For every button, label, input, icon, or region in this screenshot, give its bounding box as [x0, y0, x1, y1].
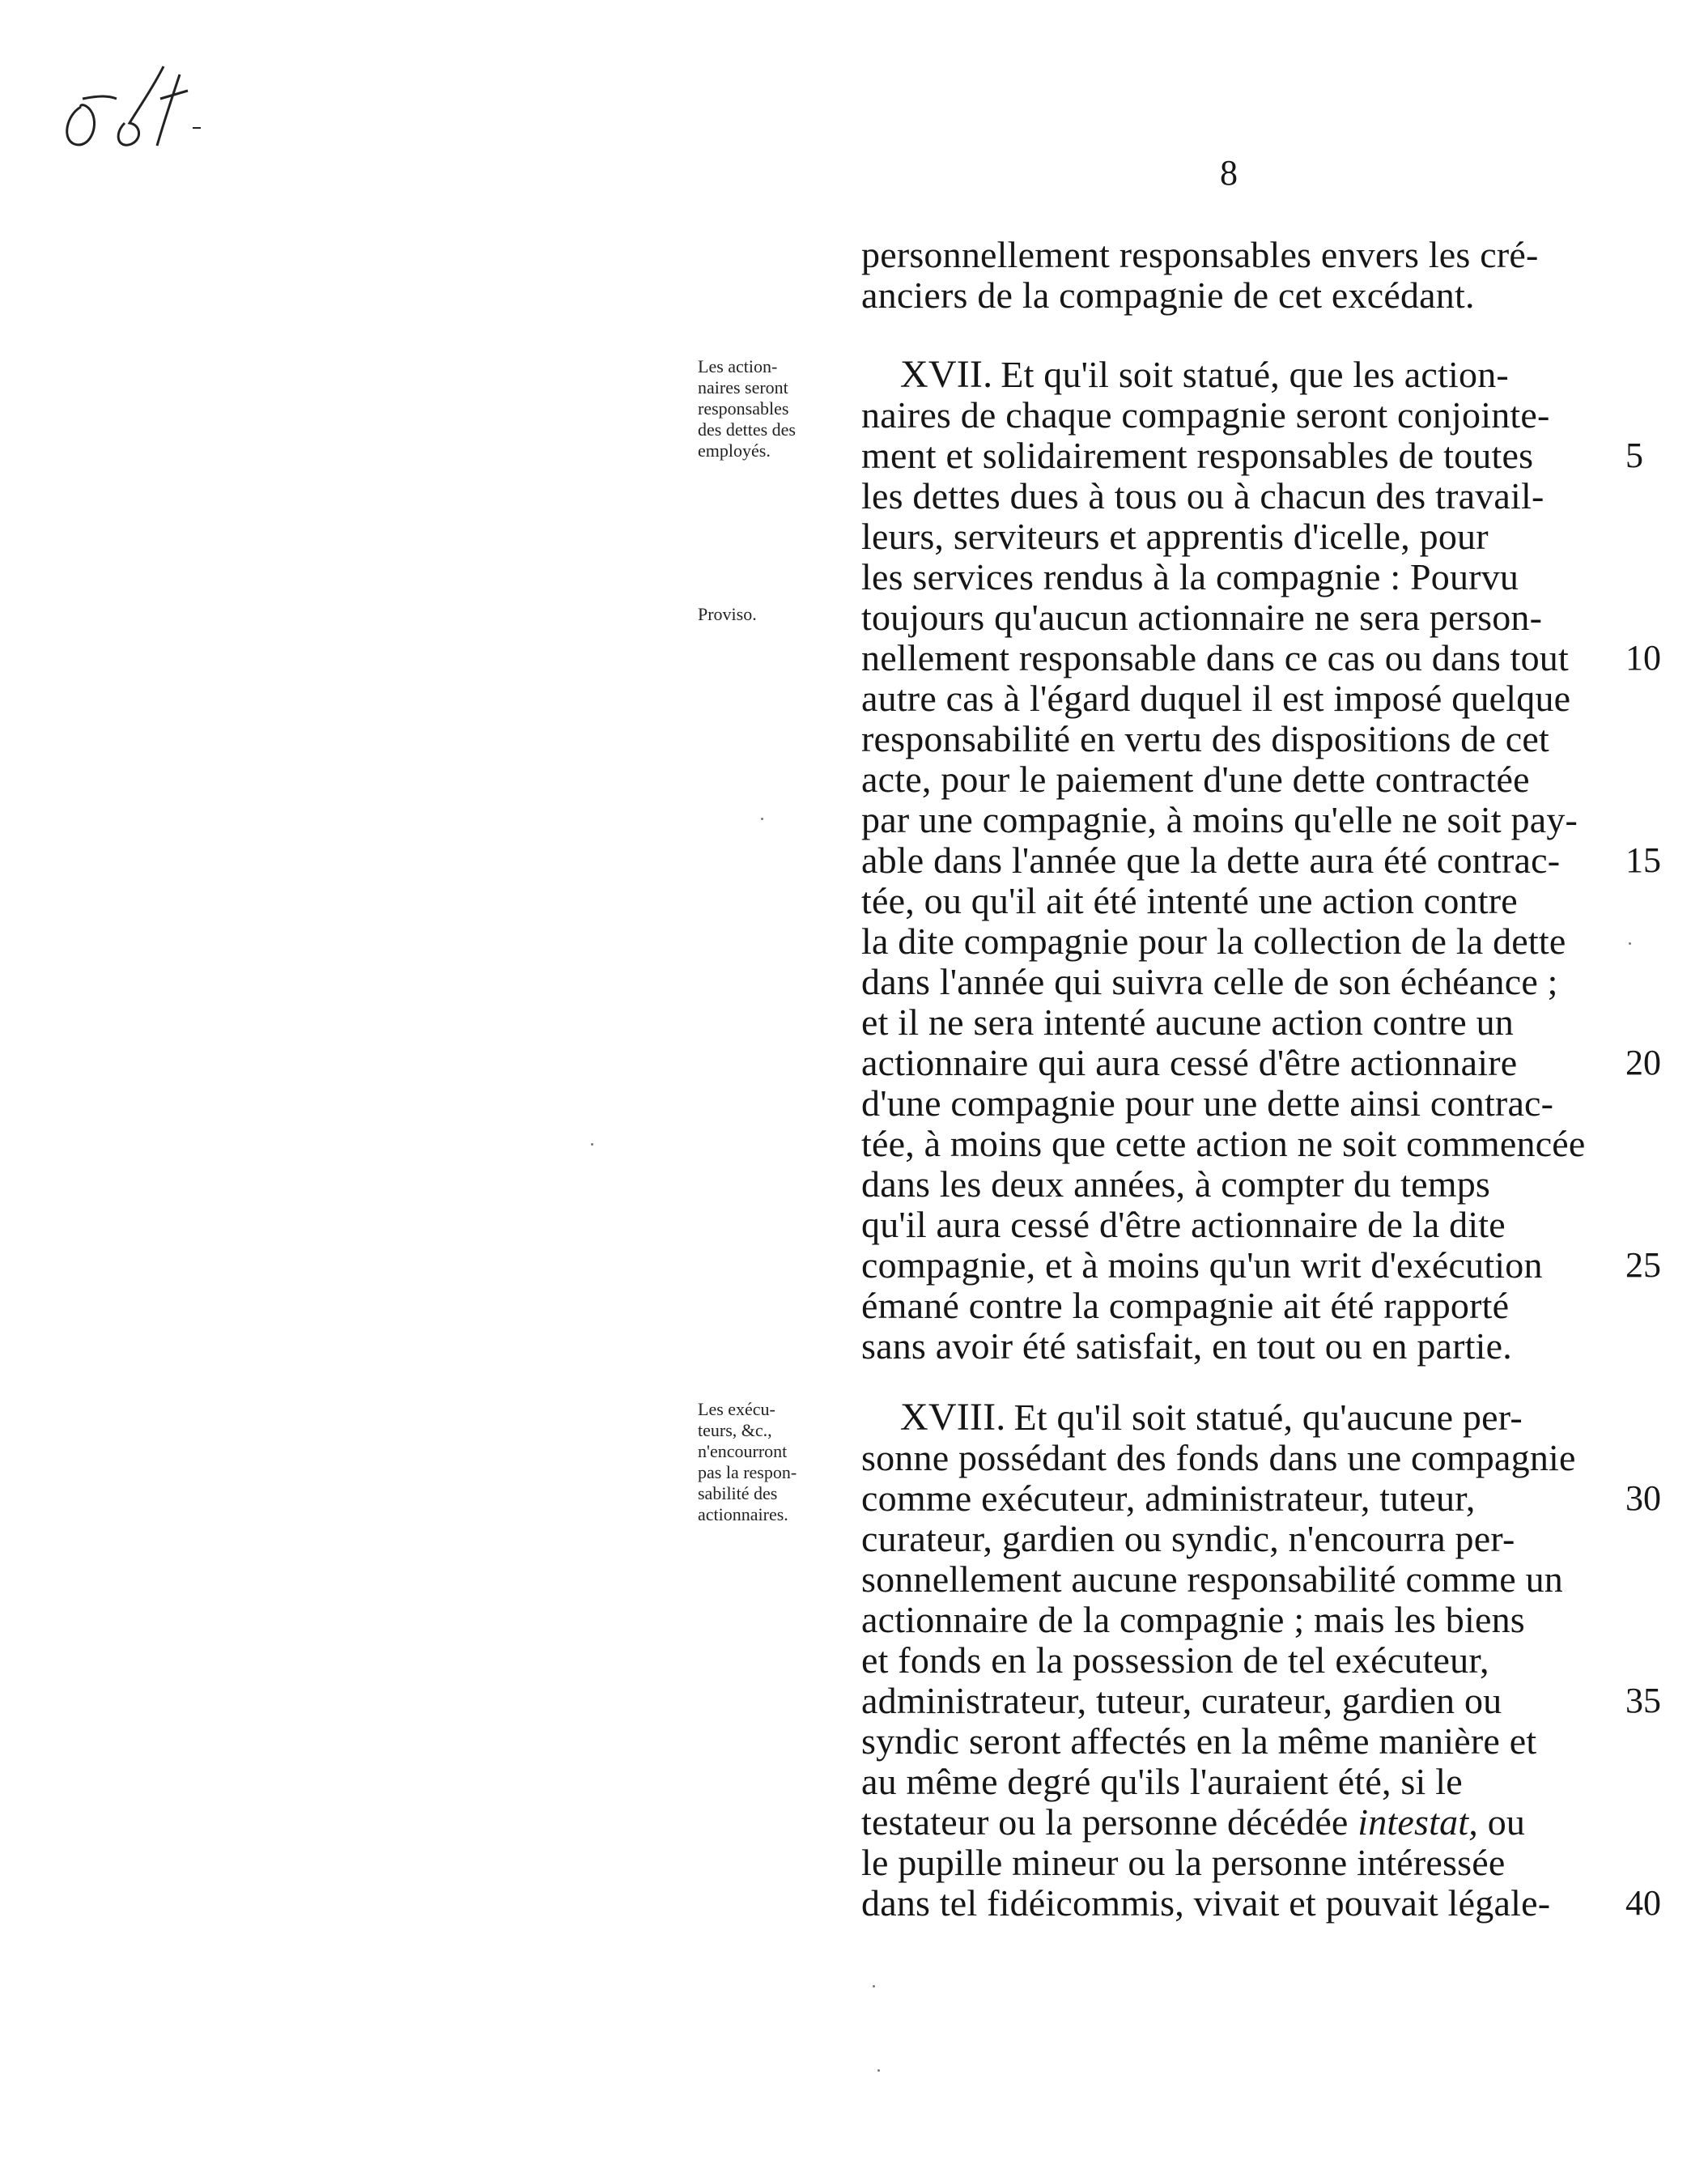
text-line: responsabilité en vertu des dispositions de cet — [861, 718, 1550, 759]
text-line: ment et solidairement responsables de toutes — [861, 435, 1534, 476]
text-line: personnellement responsables envers les cré- — [861, 234, 1539, 275]
line-number: 20 — [1625, 1043, 1661, 1082]
text-line: curateur, gardien ou syndic, n'encourra per- — [861, 1518, 1515, 1559]
text-line: nellement responsable dans ce cas ou dans tout — [861, 637, 1569, 678]
margin-note-line: actionnaires. — [698, 1504, 788, 1524]
margin-note-line: Les action- — [698, 356, 778, 376]
text-line: tée, ou qu'il ait été intenté une action contre — [861, 880, 1518, 921]
section-18-first-line — [900, 1397, 1612, 1438]
margin-note-line: sabilité des — [698, 1483, 778, 1503]
scan-speck — [1629, 942, 1631, 945]
text-line: autre cas à l'égard duquel il est imposé quelque — [861, 678, 1571, 719]
text-line: able dans l'année que la dette aura été contrac- — [861, 840, 1561, 881]
text-line: dans l'année qui suivra celle de son échéance ; — [861, 961, 1558, 1002]
scan-speck — [873, 1985, 875, 1988]
text-line: acte, pour le paiement d'une dette contractée — [861, 759, 1530, 800]
margin-note-line: des dettes des — [698, 419, 796, 440]
line-number: 30 — [1625, 1478, 1661, 1518]
text-line: sonne possédant des fonds dans une compagnie — [861, 1437, 1576, 1478]
text-line: qu'il aura cessé d'être actionnaire de la dite — [861, 1204, 1506, 1245]
text-line-intestat — [861, 1802, 1612, 1843]
handwritten-folio-mark — [50, 50, 212, 155]
page-number: 8 — [1220, 153, 1238, 193]
text-line: et fonds en la possession de tel exécuteur, — [861, 1639, 1489, 1681]
text-line: les dettes dues à tous ou à chacun des travail- — [861, 475, 1544, 517]
section-18-opening: Et qu'il soit statué, qu'aucune per- — [1013, 1397, 1523, 1438]
margin-note-proviso — [698, 604, 843, 625]
text-line: le pupille mineur ou la personne intéressée — [861, 1842, 1506, 1883]
margin-note-line: Proviso. — [698, 604, 757, 624]
text-line: toujours qu'aucun actionnaire ne sera person- — [861, 597, 1543, 638]
line-number: 15 — [1625, 840, 1661, 880]
margin-note-line: Les exécu- — [698, 1399, 775, 1419]
margin-note-line: pas la respon- — [698, 1462, 797, 1482]
text-line: dans tel fidéicommis, vivait et pouvait légale- — [861, 1882, 1551, 1924]
scan-speck — [761, 818, 763, 820]
text-line: et il ne sera intenté aucune action contre un — [861, 1001, 1514, 1043]
margin-note-executors — [698, 1399, 843, 1525]
margin-note-line: responsables — [698, 398, 789, 419]
text-line: émané contre la compagnie ait été rapporté — [861, 1285, 1510, 1326]
section-number-17: XVII. — [900, 353, 993, 396]
text-line: comme exécuteur, administrateur, tuteur, — [861, 1477, 1476, 1519]
line-number: 5 — [1625, 436, 1643, 475]
text-line: actionnaire de la compagnie ; mais les biens — [861, 1599, 1525, 1640]
text-line: syndic seront affectés en la même manière et — [861, 1720, 1537, 1762]
text-line: leurs, serviteurs et apprentis d'icelle, pour — [861, 516, 1489, 557]
text-line: tée, à moins que cette action ne soit commencée — [861, 1123, 1586, 1164]
text-line: sans avoir été satisfait, en tout ou en partie. — [861, 1325, 1512, 1367]
text-segment: testateur ou la personne décédée — [861, 1801, 1358, 1843]
section-17-opening: Et qu'il soit statué, que les action- — [1001, 354, 1509, 395]
section-number-18: XVIII. — [900, 1396, 1006, 1439]
italic-term: intestat, — [1357, 1801, 1478, 1843]
margin-note-line: teurs, &c., — [698, 1420, 772, 1440]
margin-note-line: naires seront — [698, 377, 788, 398]
text-line: actionnaire qui aura cessé d'être actionnaire — [861, 1042, 1518, 1083]
text-line: anciers de la compagnie de cet excédant. — [861, 274, 1475, 316]
text-line: par une compagnie, à moins qu'elle ne soit pay- — [861, 799, 1578, 840]
text-line: naires de chaque compagnie seront conjointe- — [861, 394, 1550, 436]
line-number: 25 — [1625, 1245, 1661, 1285]
section-17-first-line — [900, 355, 1612, 395]
line-number: 40 — [1625, 1883, 1661, 1923]
text-line: administrateur, tuteur, curateur, gardien ou — [861, 1680, 1502, 1721]
scan-speck — [591, 1143, 593, 1146]
text-line: la dite compagnie pour la collection de la dette — [861, 920, 1566, 962]
scan-speck — [877, 2069, 880, 2072]
text-line: compagnie, et à moins qu'un writ d'exécution — [861, 1244, 1543, 1286]
line-number: 10 — [1625, 638, 1661, 678]
margin-note-employee-debts — [698, 356, 843, 461]
margin-note-line: employés. — [698, 440, 771, 461]
text-line: dans les deux années, à compter du temps — [861, 1163, 1490, 1205]
text-segment: ou — [1478, 1801, 1526, 1843]
text-line: les services rendus à la compagnie : Pourvu — [861, 556, 1519, 597]
margin-note-line: n'encourront — [698, 1441, 788, 1461]
text-line: au même degré qu'ils l'auraient été, si le — [861, 1761, 1463, 1802]
text-line: d'une compagnie pour une dette ainsi contrac- — [861, 1082, 1554, 1124]
line-number: 35 — [1625, 1681, 1661, 1720]
text-line: sonnellement aucune responsabilité comme un — [861, 1558, 1564, 1600]
